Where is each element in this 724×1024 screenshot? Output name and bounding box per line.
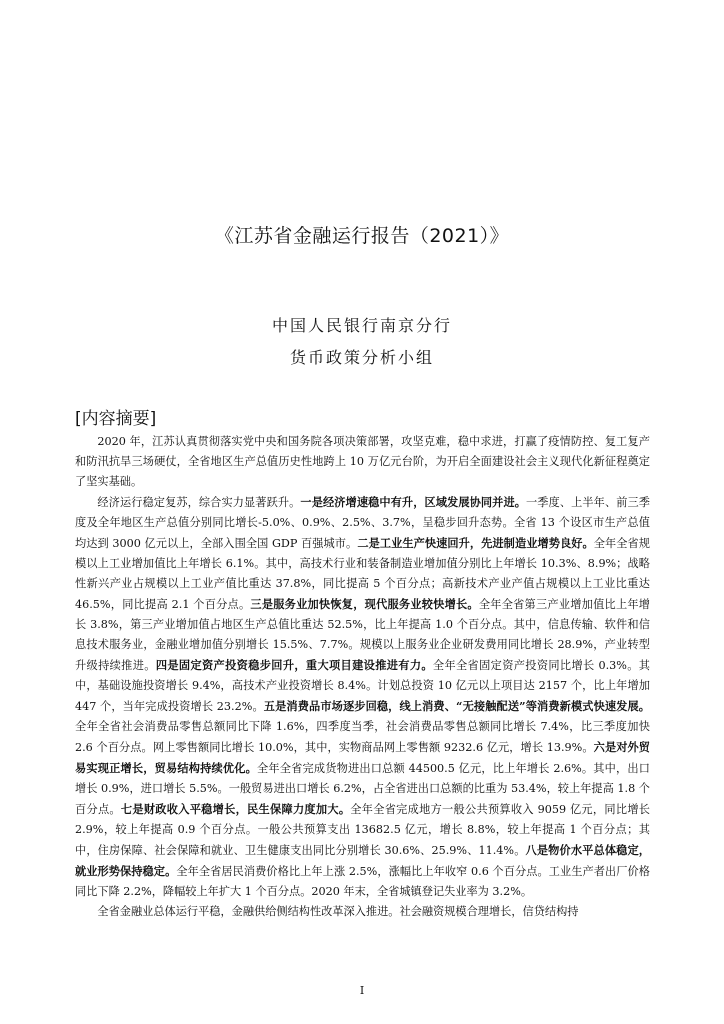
paragraph-2-text-2: 一季度、上半年、前三季度及全年地区生产总值分别同比增长-5.0%、0.9%、2.5%、3.7%，呈稳步回升态势。全省 13 个设区市生产总值均达到 3000 亿元以上，全部入围全国 GDP 百强城市。 (75, 496, 650, 550)
page-number: I (359, 984, 365, 997)
bold-point-7: 七是财政收入平稳增长，民生保障力度加大。 (120, 802, 351, 816)
paragraph-2-text-6: 全年全省社会消费品零售总额同比下降 1.6%，四季度当季，社会消费品零售总额同比增长 7.4%，比三季度加快 2.6 个百分点。网上零售额同比增长 10.0%，其中，实物商品网上零售额 9232.6 亿元，增长 13.9%。 (75, 720, 650, 754)
document-title: 《江苏省金融运行报告（2021）》 (214, 225, 510, 247)
bold-point-1: 一是经济增速稳中有升，区域发展协同并进。 (300, 495, 526, 509)
bold-point-2: 二是工业生产快速回升，先进制造业增势良好。 (357, 536, 594, 550)
paragraph-2-text-4: 全年全省第三产业增加值比上年增长 3.8%，第三产业增加值占地区生产总值比重达 52.5%，比上年提高 1.0 个百分点。其中，信息传输、软件和信息技术服务业，金融业增加值分别增长 15.5%、7.7%。规模以上服务业企业研发费用同比增长 28.9%，产业转型升级持续推进。 (75, 598, 650, 672)
paragraph-2-text-5: 全年全省固定资产投资同比增长 0.3%。其中，基础设施投资增长 9.4%，高技术产业投资增长 8.4%。计划总投资 10 亿元以上项目达 2157 个，比上年增加 447 个，当年完成投资增长 23.2%。 (75, 659, 650, 713)
author-org-line2: 货币政策分析小组 (289, 348, 434, 367)
paragraph-2-text-1: 经济运行稳定复苏，综合实力显著跃升。 (97, 496, 301, 509)
paragraph-2-text-9: 全年全省居民消费价格比上年上涨 2.5%，涨幅比上年收窄 0.6 个百分点。工业生产者出厂价格同比下降 2.2%，降幅较上年扩大 1 个百分点。2020 年末，全省城镇登记失业率为 3.2%。 (75, 865, 650, 898)
paragraph-3: 全省金融业总体运行平稳，金融供给侧结构性改革深入推进。社会融资规模合理增长，信贷结构持 (97, 905, 579, 918)
paragraph-2-text-3: 全年全省规模以上工业增加值比上年增长 6.1%。其中，高技术行业和装备制造业增加值分别比上年增长 10.3%、8.9%；战略性新兴产业占规模以上工业产值比重达 37.8%，同比提高 5 个百分点；高新技术产业产值占规模以上工业比重达 46.5%，同比提高 2.1 个百分点。 (75, 537, 650, 611)
abstract-body (75, 432, 650, 922)
bold-point-6: 六是对外贸易实现正增长，贸易结构持续优化。 (75, 740, 650, 775)
paragraph-2-text-7: 全年全省完成货物进出口总额 44500.5 亿元，比上年增长 2.6%。其中，出口增长 0.9%，进口增长 5.5%。一般贸易进出口增长 6.2%，占全省进出口总额的比重为 53.4%，较上年提高 1.8 个百分点。 (75, 762, 650, 816)
bold-point-5: 五是消费品市场逐步回稳，线上消费、“无接触配送”等消费新模式快速发展。 (263, 699, 650, 713)
paragraph-2 (75, 492, 650, 902)
bold-point-3: 三是服务业加快恢复，现代服务业较快增长。 (250, 597, 479, 611)
bold-point-4: 四是固定资产投资稳步回升，重大项目建设推进有力。 (155, 658, 433, 672)
bold-point-8: 八是物价水平总体稳定，就业形势保持稳定。 (75, 843, 650, 878)
paragraph-1: 2020 年，江苏认真贯彻落实党中央和国务院各项决策部署，攻坚克难，稳中求进，打赢了疫情防控、复工复产和防汛抗旱三场硬仗，全省地区生产总值历史性地跨上 10 万亿元台阶，为开启全面建设社会主义现代化新征程奠定了坚实基础。 (75, 435, 650, 488)
section-heading: [内容摘要] (75, 409, 157, 429)
paragraph-2-text-8: 全年全省完成地方一般公共预算收入 9059 亿元，同比增长 2.9%，较上年提高 0.9 个百分点。一般公共预算支出 13682.5 亿元，增长 8.8%，较上年提高 1 个百分点；其中，住房保障、社会保障和就业、卫生健康支出同比分别增长 30.6%、25.9%、11.4%。 (75, 803, 650, 857)
author-org-line1: 中国人民银行南京分行 (271, 316, 452, 335)
